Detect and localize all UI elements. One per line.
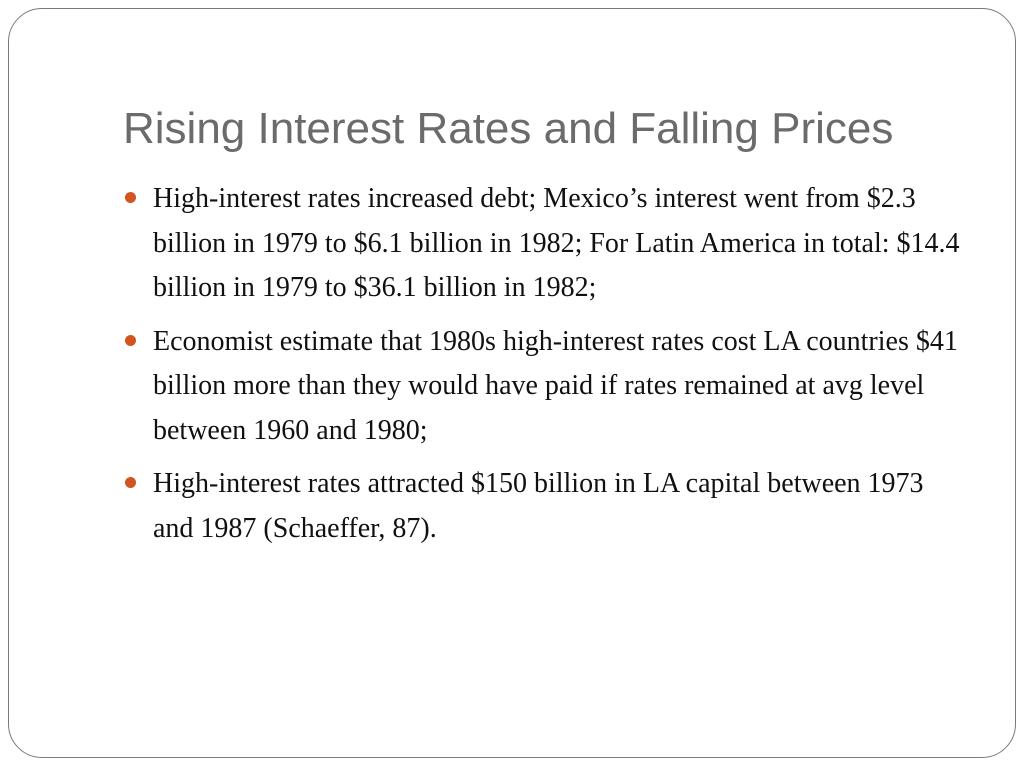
slide-title: Rising Interest Rates and Falling Prices [123, 104, 894, 153]
bullet-dot-icon [125, 335, 136, 346]
slide-frame [8, 8, 1016, 758]
bullet-list [125, 177, 965, 560]
bullet-item [125, 177, 965, 311]
bullet-dot-icon [125, 477, 136, 488]
bullet-dot-icon [125, 192, 136, 203]
bullet-item [125, 462, 965, 551]
bullet-text: High-interest rates attracted $150 billion in LA capital between 1973 and 1987 (Schaeffer, 87). [153, 468, 924, 544]
bullet-text: Economist estimate that 1980s high-interest rates cost LA countries $41 billion more than they would have paid if rates remained at avg level between 1960 and 1980; [153, 325, 958, 446]
bullet-text: High-interest rates increased debt; Mexico’s interest went from $2.3 billion in 1979 to $6.1 billion in 1982; For Latin America in total: $14.4 billion in 1979 to $36.1 billion in 1982; [153, 183, 960, 303]
bullet-item [125, 320, 965, 454]
